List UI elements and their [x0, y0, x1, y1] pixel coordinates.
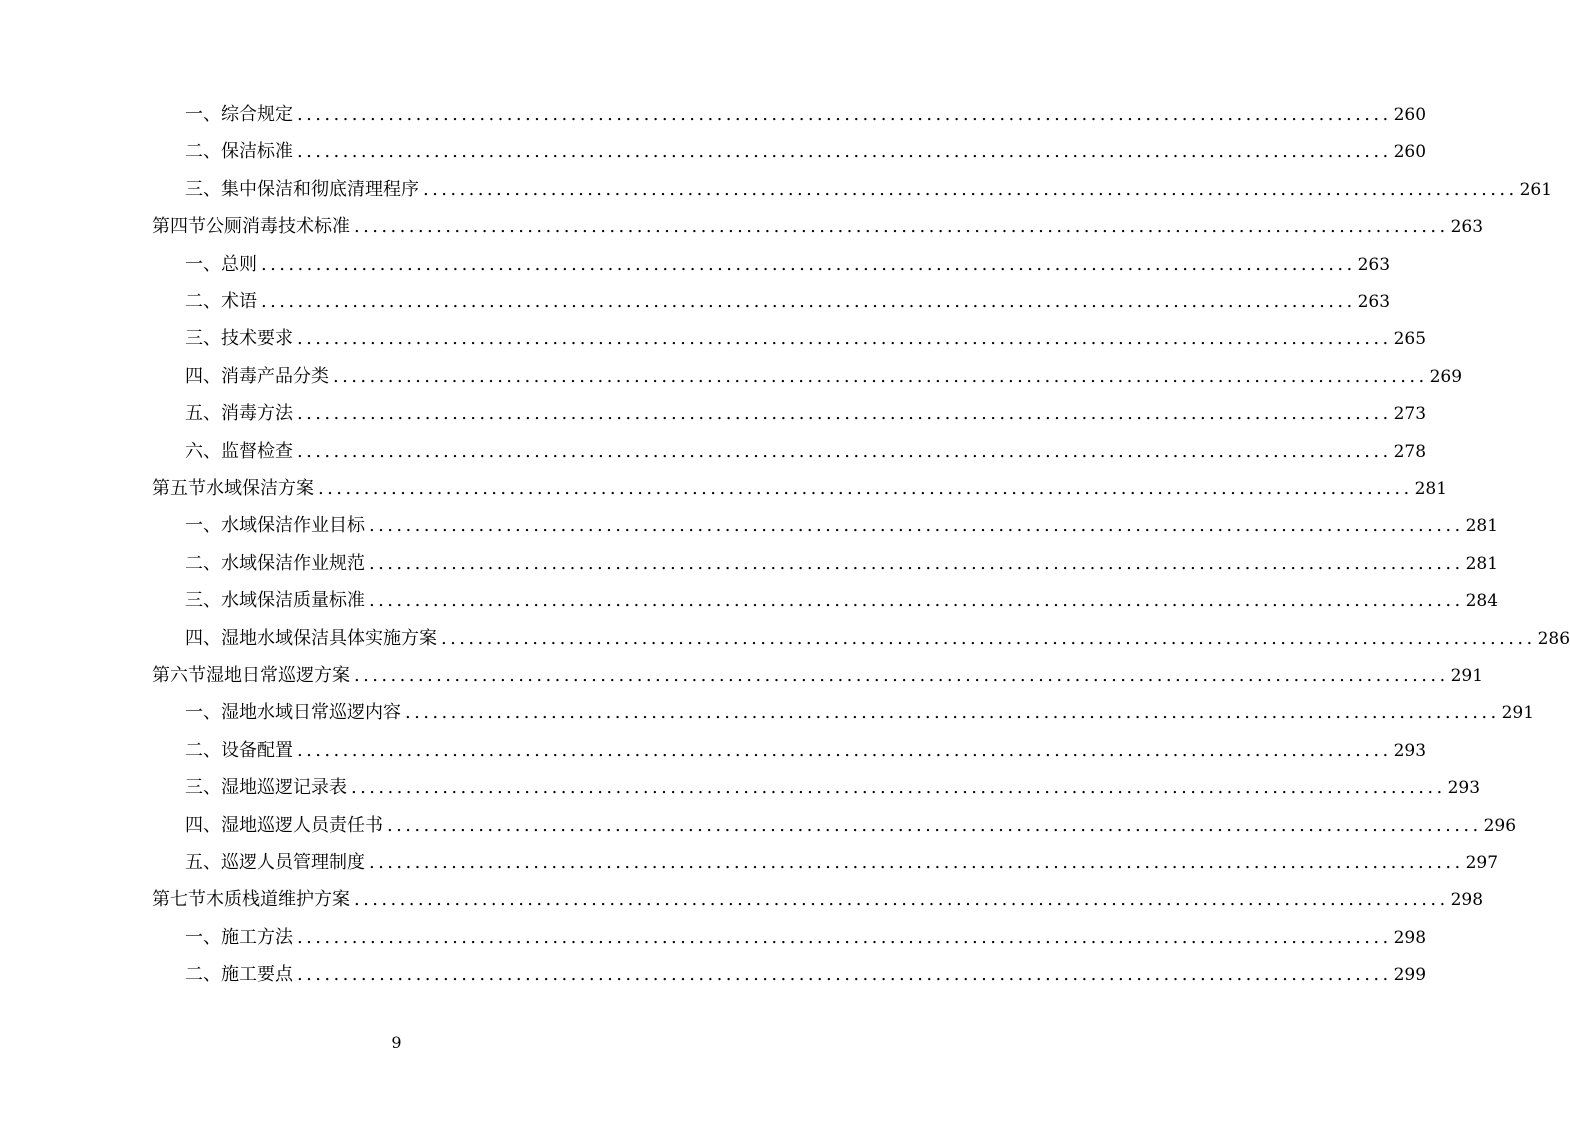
dot-leader: ........................................................................................................................	[297, 440, 1392, 462]
toc-entry-page-number: 296	[1483, 815, 1517, 836]
dot-leader: ........................................................................................................................	[297, 739, 1392, 761]
toc-subsection-entry	[0, 624, 1570, 654]
dot-leader: ........................................................................................................................	[369, 552, 1464, 574]
toc-subsection-entry	[0, 848, 1499, 878]
toc-entry-title: 监督检查	[221, 440, 293, 462]
toc-entry-page-number: 260	[1393, 105, 1427, 125]
toc-entry-number: 第五节	[152, 478, 206, 499]
toc-entry-title: 集中保洁和彻底清理程序	[221, 178, 419, 200]
toc-entry-number: 一、	[185, 253, 221, 275]
dot-leader: ........................................................................................................................	[351, 777, 1446, 799]
toc-entry-page-number: 281	[1465, 553, 1499, 574]
toc-entry-number: 一、	[185, 104, 221, 125]
toc-entry-title: 水域保洁作业目标	[221, 515, 365, 537]
toc-entry-number: 四、	[185, 627, 221, 649]
toc-entry-number: 四、	[185, 365, 221, 387]
toc-entry-title: 消毒方法	[221, 403, 293, 425]
toc-entry-page-number: 269	[1429, 366, 1463, 387]
toc-subsection-entry	[0, 100, 1427, 130]
toc-entry-page-number: 298	[1450, 890, 1484, 911]
toc-subsection-entry	[0, 250, 1391, 280]
dot-leader: ........................................................................................................................	[297, 403, 1392, 425]
toc-entry-title: 术语	[221, 291, 257, 312]
toc-entry-number: 二、	[185, 291, 221, 312]
toc-subsection-entry	[0, 511, 1499, 541]
toc-entry-page-number: 293	[1393, 740, 1427, 761]
dot-leader: ........................................................................................................................	[333, 365, 1428, 387]
dot-leader: ........................................................................................................................	[297, 104, 1392, 125]
toc-section-entry	[0, 885, 1484, 915]
toc-entry-page-number: 281	[1465, 516, 1499, 537]
toc-entry-number: 五、	[185, 403, 221, 425]
toc-entry-title: 水域保洁质量标准	[221, 590, 365, 612]
toc-entry-page-number: 286	[1537, 628, 1570, 649]
toc-entry-title: 总则	[221, 253, 257, 275]
toc-entry-page-number: 299	[1393, 965, 1427, 986]
toc-section-entry	[0, 661, 1484, 691]
toc-entry-page-number: 263	[1357, 254, 1391, 275]
dot-leader: ........................................................................................................................	[261, 253, 1356, 275]
toc-entry-page-number: 265	[1393, 329, 1427, 350]
toc-entry-title: 保洁标准	[221, 141, 293, 163]
toc-entry-title: 水域保洁作业规范	[221, 552, 365, 574]
toc-entry-title: 施工方法	[221, 926, 293, 948]
dot-leader: ........................................................................................................................	[297, 141, 1392, 163]
toc-subsection-entry	[0, 923, 1427, 953]
toc-entry-title: 综合规定	[221, 104, 293, 125]
page-number: 9	[391, 1033, 402, 1052]
toc-entry-number: 四、	[185, 814, 221, 836]
toc-entry-title: 公厕消毒技术标准	[206, 216, 350, 238]
toc-entry-title: 湿地水域日常巡逻内容	[221, 702, 401, 724]
toc-entry-number: 三、	[185, 777, 221, 799]
dot-leader: ........................................................................................................................	[297, 926, 1392, 948]
toc-entry-number: 二、	[185, 141, 221, 163]
toc-entry-number: 三、	[185, 328, 221, 350]
dot-leader: ........................................................................................................................	[423, 178, 1518, 200]
dot-leader: ........................................................................................................................	[369, 852, 1464, 873]
toc-section-entry	[0, 212, 1484, 242]
toc-entry-number: 三、	[185, 178, 221, 200]
dot-leader: ........................................................................................................................	[441, 627, 1536, 649]
dot-leader: ........................................................................................................................	[369, 515, 1464, 537]
toc-entry-title: 巡逻人员管理制度	[221, 852, 365, 873]
toc-entry-page-number: 263	[1357, 292, 1391, 312]
toc-subsection-entry	[0, 549, 1499, 579]
toc-entry-page-number: 263	[1450, 217, 1484, 238]
toc-entry-title: 水域保洁方案	[206, 478, 314, 499]
toc-entry-title: 技术要求	[221, 328, 293, 350]
toc-subsection-entry	[0, 362, 1463, 392]
toc-subsection-entry	[0, 811, 1517, 841]
toc-entry-page-number: 278	[1393, 441, 1427, 462]
dot-leader: ........................................................................................................................	[405, 702, 1500, 724]
toc-entry-number: 三、	[185, 590, 221, 612]
toc-entry-title: 设备配置	[221, 739, 293, 761]
toc-entry-number: 二、	[185, 552, 221, 574]
toc-entry-number: 六、	[185, 440, 221, 462]
toc-entry-title: 木质栈道维护方案	[206, 889, 350, 911]
toc-entry-title: 湿地水域保洁具体实施方案	[221, 627, 437, 649]
toc-entry-number: 五、	[185, 852, 221, 873]
toc-subsection-entry	[0, 698, 1535, 728]
toc-entry-page-number: 260	[1393, 142, 1427, 163]
toc-entry-number: 二、	[185, 964, 221, 986]
toc-entry-page-number: 297	[1465, 853, 1499, 873]
dot-leader: ........................................................................................................................	[354, 216, 1449, 238]
toc-entry-page-number: 291	[1450, 666, 1484, 686]
dot-leader: ........................................................................................................................	[297, 328, 1392, 350]
toc-entry-number: 二、	[185, 739, 221, 761]
toc-entry-title: 湿地巡逻人员责任书	[221, 814, 383, 836]
toc-subsection-entry	[0, 287, 1391, 317]
dot-leader: ........................................................................................................................	[318, 478, 1413, 499]
toc-entry-number: 一、	[185, 702, 221, 724]
toc-entry-number: 第六节	[152, 665, 206, 686]
toc-entry-page-number: 291	[1501, 703, 1535, 724]
toc-entry-page-number: 261	[1519, 179, 1553, 200]
toc-subsection-entry	[0, 960, 1427, 990]
dot-leader: ........................................................................................................................	[387, 814, 1482, 836]
toc-entry-page-number: 281	[1414, 479, 1448, 499]
toc-section-entry	[0, 474, 1448, 504]
toc-entry-page-number: 298	[1393, 927, 1427, 948]
toc-entry-title: 施工要点	[221, 964, 293, 986]
toc-entry-number: 第七节	[152, 889, 206, 911]
toc-subsection-entry	[0, 773, 1481, 803]
dot-leader: ........................................................................................................................	[261, 291, 1356, 312]
dot-leader: ........................................................................................................................	[354, 889, 1449, 911]
toc-entry-number: 第四节	[152, 216, 206, 238]
toc-entry-number: 一、	[185, 926, 221, 948]
dot-leader: ........................................................................................................................	[354, 665, 1449, 686]
toc-entry-title: 湿地巡逻记录表	[221, 777, 347, 799]
toc-subsection-entry	[0, 586, 1499, 616]
toc-entry-page-number: 284	[1465, 591, 1499, 612]
toc-entry-page-number: 293	[1447, 778, 1481, 799]
toc-entry-number: 一、	[185, 515, 221, 537]
toc-subsection-entry	[0, 137, 1427, 167]
toc-entry-page-number: 273	[1393, 404, 1427, 425]
dot-leader: ........................................................................................................................	[369, 590, 1464, 612]
toc-subsection-entry	[0, 399, 1427, 429]
toc-subsection-entry	[0, 324, 1427, 354]
toc-entry-title: 湿地日常巡逻方案	[206, 665, 350, 686]
toc-subsection-entry	[0, 437, 1427, 467]
toc-entry-title: 消毒产品分类	[221, 365, 329, 387]
dot-leader: ........................................................................................................................	[297, 964, 1392, 986]
toc-subsection-entry	[0, 736, 1427, 766]
toc-subsection-entry	[0, 175, 1553, 205]
